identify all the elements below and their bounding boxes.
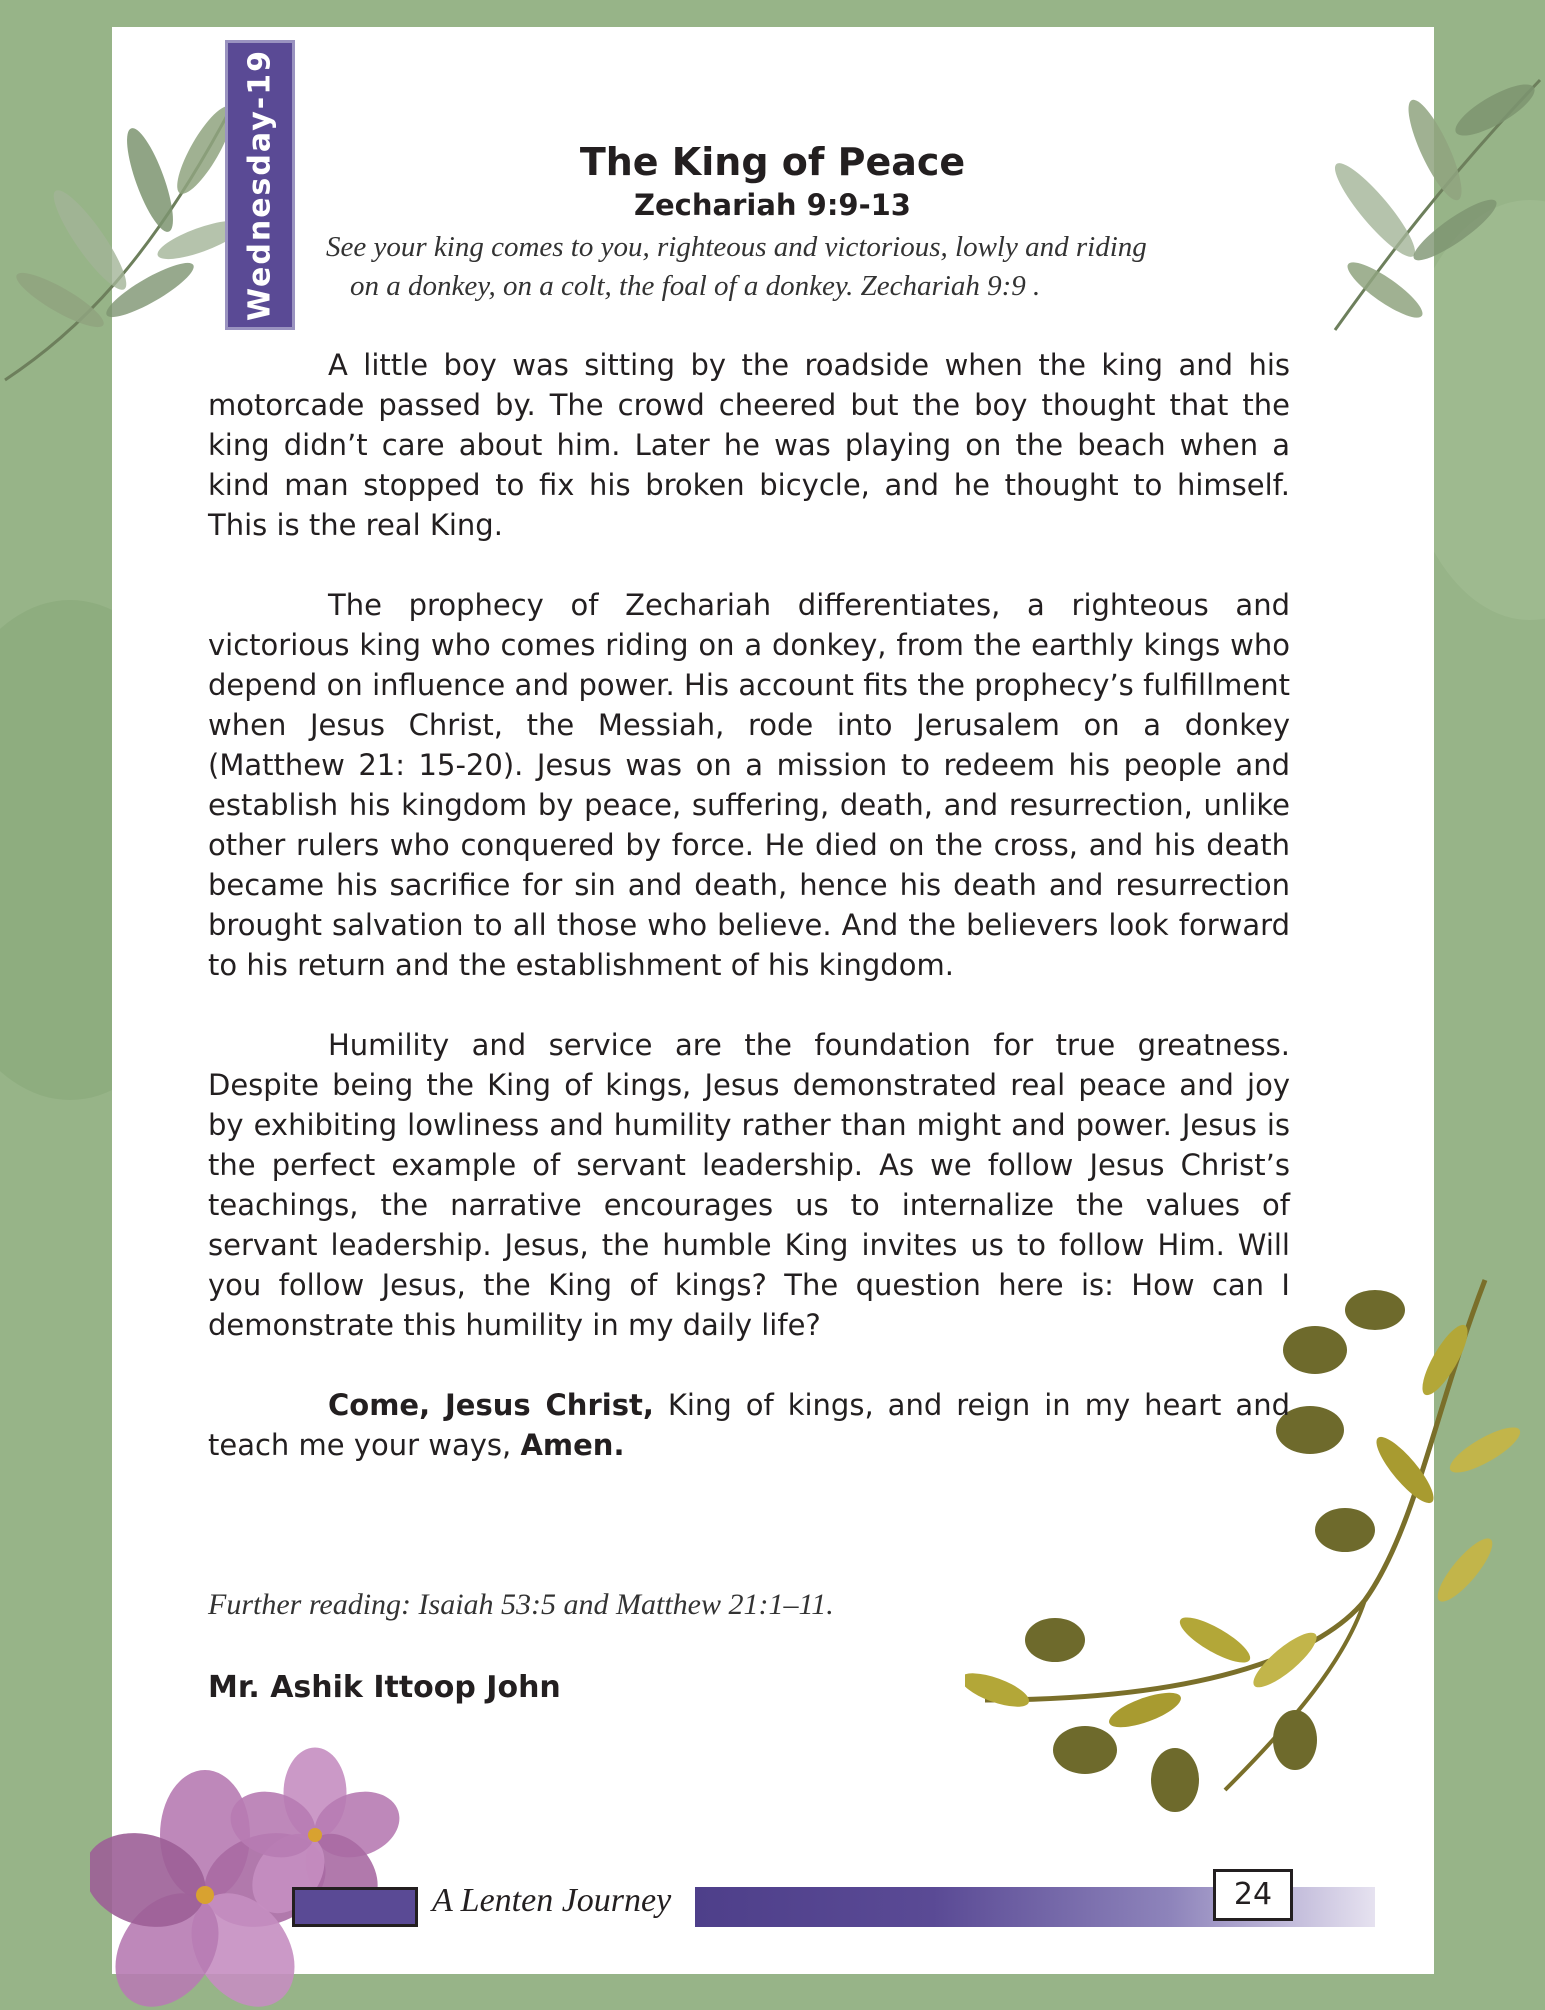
verse-line-1: See your king comes to you, righteous and victorious, lowly and riding (326, 231, 1147, 263)
prayer-bold-start: Come, Jesus Christ, (328, 1388, 654, 1422)
day-side-tab (225, 40, 295, 330)
footer-bar-left (292, 1887, 418, 1927)
prayer-bold-end: Amen. (520, 1428, 625, 1462)
prayer-paragraph (208, 1385, 1290, 1465)
footer-title: A Lenten Journey (432, 1882, 672, 1919)
day-label: Wednesday-19 (242, 49, 278, 321)
further-reading: Further reading: Isaiah 53:5 and Matthew 21:1–11. (208, 1588, 834, 1621)
author-name: Mr. Ashik Ittoop John (208, 1670, 561, 1705)
page-title: The King of Peace (579, 140, 966, 184)
paragraph-2: The prophecy of Zechariah differentiates, a righteous and victorious king who comes riding on a donkey, from the earthly kings who depend on influence and power. His account fits the prophecy’s fulfillment when Jesus Christ, the Messiah, rode into Jerusalem on a donkey (Matthew 21: 15-20). Jesus was on a mission to redeem his people and establish his kingdom by peace, suffering, death, and resurrection, unlike other rulers who conquered by force. He died on the cross, and his death became his sacrifice for sin and death, hence his death and resurrection brought salvation to all those who believe. And the believers look forward to his return and the establishment of his kingdom. (208, 588, 1290, 982)
key-verse (326, 228, 1296, 306)
devotional-body (208, 345, 1290, 1505)
prayer-text: King of kings, and reign in my heart and teach me your ways, (208, 1388, 1290, 1462)
verse-line-2: on a donkey, on a colt, the foal of a donkey. Zechariah 9:9 . (350, 270, 1041, 302)
scripture-reference: Zechariah 9:9-13 (633, 188, 911, 222)
page-number: 24 (1213, 1869, 1293, 1921)
paragraph-3: Humility and service are the foundation for true greatness. Despite being the King of kings, Jesus demonstrated real peace and joy by exhibiting lowliness and humility rather than might and power. Jesus is the perfect example of servant leadership. As we follow Jesus Christ’s teachings, the narrative encourages us to internalize the values of servant leadership. Jesus, the humble King invites us to follow Him. Will you follow Jesus, the King of kings? The question here is: How can I demonstrate this humility in my daily life? (208, 1028, 1290, 1342)
pink-flowers-bottom-left (90, 1740, 430, 2010)
paragraph-1: A little boy was sitting by the roadside when the king and his motorcade passed by. The crowd cheered but the boy thought that the king didn’t care about him. Later he was playing on the beach when a kind man stopped to fix his broken bicycle, and he thought to himself. This is the real King. (208, 348, 1290, 542)
